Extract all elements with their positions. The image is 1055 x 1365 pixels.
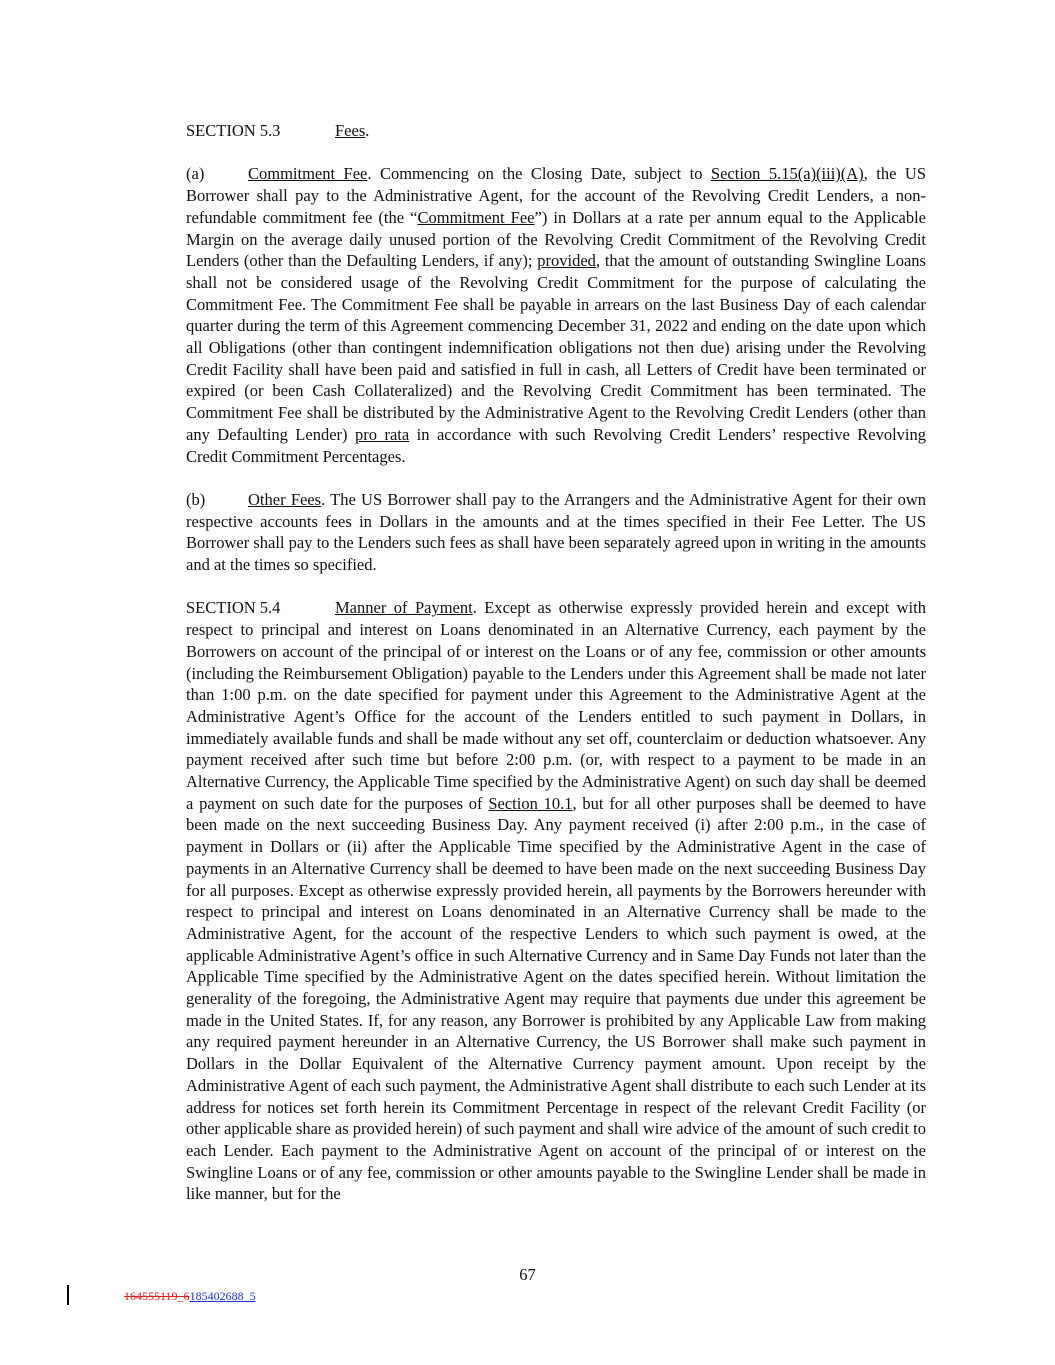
- paragraph-text: ”) in Dollars at a rate per annum equal to the Applicable Margin on the average daily unused portion of the Revolving Credit Commitment of the Revolving Credit Lenders (other than the Defaulting Lenders, if any);: [186, 207, 926, 271]
- cross-reference: Section 5.15(a)(iii)(A): [710, 164, 864, 184]
- provided-term: provided: [537, 251, 596, 271]
- paragraph-text: , the US Borrower shall pay to the Administrative Agent, for the account of the Revolving Credit Lenders, a non-refundable commitment fee (the “: [186, 164, 927, 227]
- document-body: [124, 120, 926, 1227]
- defined-term: Commitment Fee: [417, 207, 535, 227]
- paragraph-heading: Commitment Fee: [248, 164, 368, 184]
- paragraph-b: [124, 489, 926, 576]
- paragraph-label: (b): [186, 489, 206, 509]
- section-title: Fees: [335, 121, 366, 140]
- paragraph-heading: Other Fees: [248, 489, 322, 509]
- change-bar: [67, 1285, 69, 1305]
- document-id: [124, 1289, 256, 1304]
- paragraph-text: . The US Borrower shall pay to the Arrangers and the Administrative Agent for their own respective accounts fees in Dollars in the amounts and at the times specified in their Fee Letter. The US Borrower shall pay to the Lenders such fees as shall have been separately agreed upon in writing in the amounts and at the times so specified.: [186, 489, 926, 575]
- pro-rata-term: pro rata: [355, 424, 410, 444]
- section-number: SECTION 5.4: [186, 598, 281, 618]
- section-5-3-heading: [124, 120, 926, 142]
- page-number: 67: [519, 1265, 536, 1284]
- paragraph-text: . Commencing on the Closing Date, subject to: [367, 164, 711, 184]
- document-id-inserted: 185402688_5: [189, 1289, 256, 1303]
- section-title: Manner of Payment: [335, 598, 473, 618]
- document-id-deleted: 164555119_6: [124, 1289, 190, 1303]
- paragraph-text: in accordance with such Revolving Credit Lenders’ respective Revolving Credit Commitment Percentages.: [186, 424, 926, 466]
- cross-reference: Section 10.1: [488, 793, 573, 813]
- paragraph-text: . Except as otherwise expressly provided herein and except with respect to principal and interest on Loans denominated in an Alternative Currency, each payment by the Borrowers on account of the principal of or interest on the Loans or of any fee, commission or other amounts (including the Reimbursement Obligation) payable to the Lenders under this Agreement shall be made not later than 1:00 p.m. on the date specified for payment under this Agreement to the Administrative Agent at the Administrative Agent’s Office for the account of the Lenders entitled to such payment in Dollars, in immediately available funds and shall be made without any set off, counterclaim or deduction whatsoever. Any payment received after such time but before 2:00 p.m. (or, with respect to a payment to be made in an Alternative Currency, the Applicable Time specified by the Administrative Agent) on such day shall be deemed a payment on such date for the purposes of: [186, 598, 926, 813]
- paragraph-text: , that the amount of outstanding Swingline Loans shall not be considered usage of the Revolving Credit Commitment for the purpose of calculating the Commitment Fee. The Commitment Fee shall be payable in arrears on the last Business Day of each calendar quarter during the term of this Agreement commencing December 31, 2022 and ending on the date upon which all Obligations (other than contingent indemnification obligations not then due) arising under the Revolving Credit Facility shall have been paid and satisfied in full in cash, all Letters of Credit have been terminated or expired (or been Cash Collateralized) and the Revolving Credit Commitment has been terminated. The Commitment Fee shall be distributed by the Administrative Agent to the Revolving Credit Lenders (other than any Defaulting Lender): [186, 251, 926, 444]
- paragraph-a: [124, 163, 926, 467]
- section-5-4: [124, 597, 926, 1205]
- paragraph-text: , but for all other purposes shall be deemed to have been made on the next succeeding Business Day. Any payment received (i) after 2:00 p.m., in the case of payment in Dollars or (ii) after the Applicable Time specified by the Administrative Agent in the case of payments in an Alternative Currency shall be deemed to have been made on the next succeeding Business Day for all purposes. Except as otherwise expressly provided herein, all payments by the Borrowers hereunder with respect to principal and interest on Loans denominated in an Alternative Currency shall be made to the Administrative Agent, for the account of the respective Lenders to which such payment is owed, at the applicable Administrative Agent’s office in such Alternative Currency and in Same Day Funds not later than the Applicable Time specified by the Administrative Agent on the dates specified herein. Without limitation the generality of the foregoing, the Administrative Agent may require that payments due under this agreement be made in the United States. If, for any reason, any Borrower is prohibited by any Applicable Law from making any required payment hereunder in an Alternative Currency, the US Borrower shall make such payment in Dollars in the Dollar Equivalent of the Alternative Currency payment amount. Upon receipt by the Administrative Agent of each such payment, the Administrative Agent shall distribute to each such Lender at its address for notices set forth herein its Commitment Percentage in respect of the relevant Credit Facility (or other applicable share as provided herein) of such payment and shall wire advice of the amount of such credit to each Lender. Each payment to the Administrative Agent on account of the principal of or interest on the Swingline Loans or of any fee, commission or other amounts payable to the Swingline Lender shall be made in like manner, but for the: [186, 793, 927, 1204]
- paragraph-label: (a): [186, 164, 205, 184]
- section-number: SECTION 5.3: [186, 121, 281, 140]
- section-title-punct: .: [365, 121, 370, 140]
